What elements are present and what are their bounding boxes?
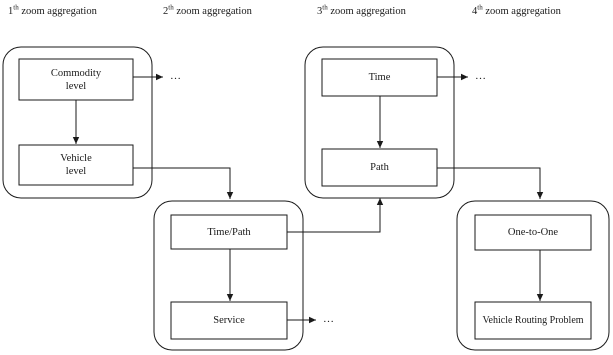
column-heading-4 [472,5,561,19]
node-commodity-level [19,59,133,100]
arrow-time-path-to-path [287,198,380,232]
node-vehicle-line-2: level [65,166,87,177]
column-heading-1 [8,5,97,19]
column-heading-2 [163,5,252,19]
node-time-path: Time/Path [207,226,251,238]
node-path: Path [370,162,389,173]
node-vehicle-routing-problem: Vehicle Routing Problem [482,315,584,326]
node-time: Time [368,72,391,83]
column-heading-3-num: 3 [317,6,323,17]
column-heading-4-num: 4 [472,6,478,17]
arrow-path-to-one-to-one [437,168,540,199]
column-heading-2-sup: th [168,3,174,12]
ellipsis-service: … [323,313,334,325]
node-commodity-line-2: level [65,80,87,92]
column-heading-2-text: zoom aggregation [173,6,252,17]
node-service: Service [213,315,245,326]
column-heading-1-sup: th [13,3,19,12]
ellipsis-time: … [475,70,486,82]
column-heading-1-num: 1 [8,6,14,17]
column-heading-3-sup: th [322,3,328,12]
column-heading-3-text: zoom aggregation [327,6,406,17]
column-heading-3 [317,5,406,19]
column-heading-2-num: 2 [163,6,169,17]
column-heading-4-text: zoom aggregation [482,6,561,17]
node-one-to-one: One-to-One [507,227,559,238]
column-heading-1-text: zoom aggregation [18,6,97,17]
column-heading-4-sup: th [477,3,483,12]
node-vehicle-line-1: Vehicle [60,153,92,164]
ellipsis-commodity: … [170,70,181,82]
node-vehicle-level [19,145,133,185]
arrow-vehicle-to-time-path [133,168,230,199]
node-commodity-line-1: Commodity [50,67,102,79]
